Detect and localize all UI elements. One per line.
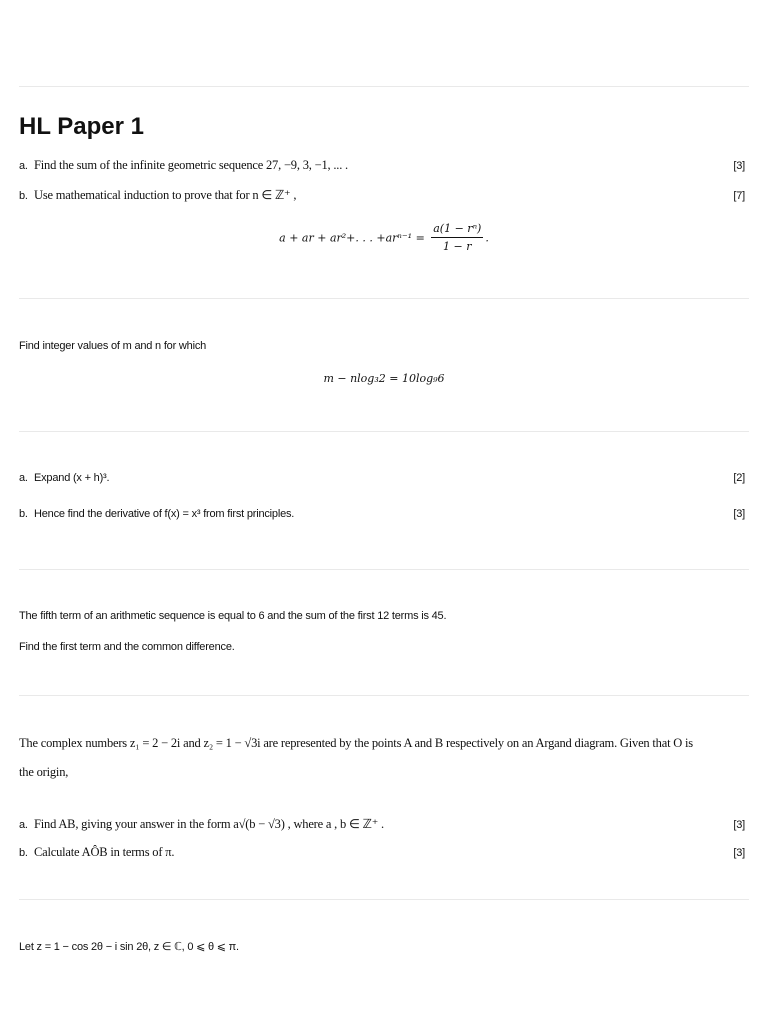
q1-formula-numerator: a(1 − rⁿ) bbox=[431, 222, 483, 238]
q5-part-b bbox=[19, 845, 745, 860]
q2-text: Find integer values of m and n for which bbox=[19, 340, 207, 352]
q5-part-a bbox=[19, 816, 745, 832]
q5-line-2 bbox=[19, 765, 745, 780]
divider-1 bbox=[19, 298, 749, 299]
q1-formula-denominator: 1 − r bbox=[443, 240, 472, 253]
q6-prompt bbox=[19, 940, 745, 953]
divider-5 bbox=[19, 899, 749, 900]
q1-a-label: a. bbox=[19, 160, 28, 172]
divider-3 bbox=[19, 569, 749, 570]
q3-b-text: Hence find the derivative of f(x) = x³ from first principles. bbox=[34, 508, 295, 520]
q1-a-marks: [3] bbox=[733, 160, 745, 172]
divider-2 bbox=[19, 431, 749, 432]
q2-prompt bbox=[19, 340, 745, 352]
q3-a-marks: [2] bbox=[733, 472, 745, 484]
q1-formula-fraction bbox=[431, 222, 483, 253]
q4-text-2: Find the first term and the common difference. bbox=[19, 641, 235, 653]
top-divider bbox=[19, 86, 749, 87]
divider-4 bbox=[19, 695, 749, 696]
q3-b-marks: [3] bbox=[733, 508, 745, 520]
q1-formula-end: . bbox=[485, 231, 489, 245]
q6-text: Let z = 1 − cos 2θ − i sin 2θ, z ∈ ℂ, 0 ⩽ θ ⩽ π. bbox=[19, 941, 239, 953]
q1-b-marks: [7] bbox=[733, 190, 745, 202]
q5-b-text: Calculate AÔB in terms of π. bbox=[34, 845, 175, 859]
q4-line-2 bbox=[19, 641, 745, 653]
q3-part-a bbox=[19, 472, 745, 484]
q1-a-text: Find the sum of the infinite geometric sequence 27, −9, 3, −1, ... . bbox=[34, 158, 348, 172]
q5-a-text: Find AB, giving your answer in the form a√(b − √3) , where a , b ∈ ℤ⁺ . bbox=[34, 817, 384, 831]
q3-part-b bbox=[19, 508, 745, 520]
q5-line-1 bbox=[19, 736, 745, 751]
q3-a-text: Expand (x + h)³. bbox=[34, 472, 110, 484]
page-title: HL Paper 1 bbox=[19, 113, 144, 140]
q1-b-label: b. bbox=[19, 190, 28, 202]
q1-b-text: Use mathematical induction to prove that for n ∈ ℤ⁺ , bbox=[34, 188, 297, 202]
q4-line-1 bbox=[19, 610, 745, 622]
q5-text-2: the origin, bbox=[19, 765, 69, 779]
q5-b-marks: [3] bbox=[733, 847, 745, 859]
q5-b-label: b. bbox=[19, 847, 28, 859]
q5-a-marks: [3] bbox=[733, 819, 745, 831]
q1-formula-left: a + ar + ar²+. . . +arⁿ⁻¹ = bbox=[279, 231, 425, 245]
q1-part-b bbox=[19, 187, 745, 203]
q5-text-1: The complex numbers z₁ = 2 − 2i and z₂ = 1 − √3i are represented by the points A and B respectively on an Argand diagram. Given that O is bbox=[19, 736, 693, 750]
q5-a-label: a. bbox=[19, 819, 28, 831]
q2-formula: m − nlog₃2 = 10log₉6 bbox=[323, 372, 445, 385]
q1-part-a bbox=[19, 158, 745, 173]
q3-a-label: a. bbox=[19, 472, 28, 484]
q3-b-label: b. bbox=[19, 508, 28, 520]
q1-formula bbox=[0, 222, 768, 253]
q4-text-1: The fifth term of an arithmetic sequence is equal to 6 and the sum of the first 12 terms is 45. bbox=[19, 610, 447, 622]
